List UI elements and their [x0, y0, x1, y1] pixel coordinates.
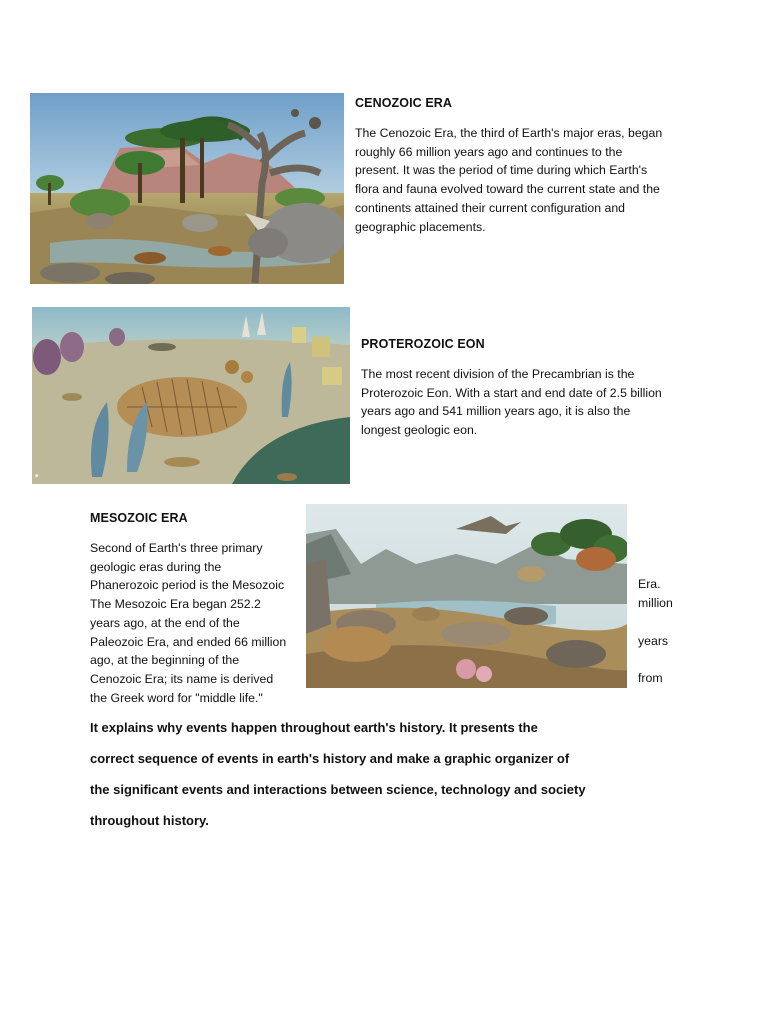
mesozoic-illustration	[306, 504, 627, 688]
mesozoic-line: the Greek word for "middle life."	[90, 690, 263, 705]
cenozoic-illustration	[30, 93, 344, 284]
proterozoic-heading: PROTEROZOIC EON	[361, 337, 485, 351]
proterozoic-paragraph	[361, 365, 662, 440]
mesozoic-overflow-word: from	[638, 671, 663, 685]
cenozoic-heading: CENOZOIC ERA	[355, 96, 453, 110]
proterozoic-line: years ago and 541 million years ago, it is also the	[361, 404, 631, 419]
cenozoic-line: roughly 66 million years ago and continues to the	[355, 144, 623, 159]
mesozoic-overflow-word: million	[638, 596, 673, 610]
mesozoic-line: The Mesozoic Era began 252.2	[90, 597, 261, 612]
summary-line: throughout history.	[90, 813, 209, 828]
mesozoic-line: ago, at the beginning of the	[90, 653, 240, 668]
cenozoic-line: continents attained their current configuration and	[355, 200, 626, 215]
mesozoic-line: Paleozoic Era, and ended 66 million	[90, 634, 287, 649]
mesozoic-line: Cenozoic Era; its name is derived	[90, 671, 274, 686]
mesozoic-line: geologic eras during the	[90, 559, 222, 574]
mesozoic-line: Second of Earth's three primary	[90, 541, 263, 555]
mesozoic-line: Phanerozoic period is the Mesozoic	[90, 578, 285, 593]
cenozoic-line: flora and fauna evolved toward the current state and the	[355, 182, 660, 197]
cenozoic-line: The Cenozoic Era, the third of Earth's major eras, began	[355, 126, 663, 140]
mesozoic-heading: MESOZOIC ERA	[90, 511, 188, 525]
summary-paragraph	[90, 712, 586, 836]
cenozoic-line: geographic placements.	[355, 219, 486, 234]
mesozoic-line: years ago, at the end of the	[90, 615, 240, 630]
mesozoic-overflow-word: Era.	[638, 577, 661, 591]
proterozoic-line: Proterozoic Eon. With a start and end date of 2.5 billion	[361, 385, 662, 400]
cenozoic-line: present. It was the period of time during which Earth's	[355, 163, 648, 178]
proterozoic-illustration: ■	[32, 307, 350, 484]
summary-line: correct sequence of events in earth's history and make a graphic organizer of	[90, 751, 570, 766]
mesozoic-paragraph	[90, 539, 286, 707]
proterozoic-line: longest geologic eon.	[361, 423, 478, 438]
proterozoic-line: The most recent division of the Precambrian is the	[361, 367, 635, 381]
summary-line: It explains why events happen throughout earth's history. It presents the	[90, 720, 538, 735]
summary-line: the significant events and interactions between science, technology and society	[90, 782, 586, 797]
cenozoic-paragraph	[355, 124, 662, 236]
mesozoic-overflow-word: years	[638, 634, 669, 648]
